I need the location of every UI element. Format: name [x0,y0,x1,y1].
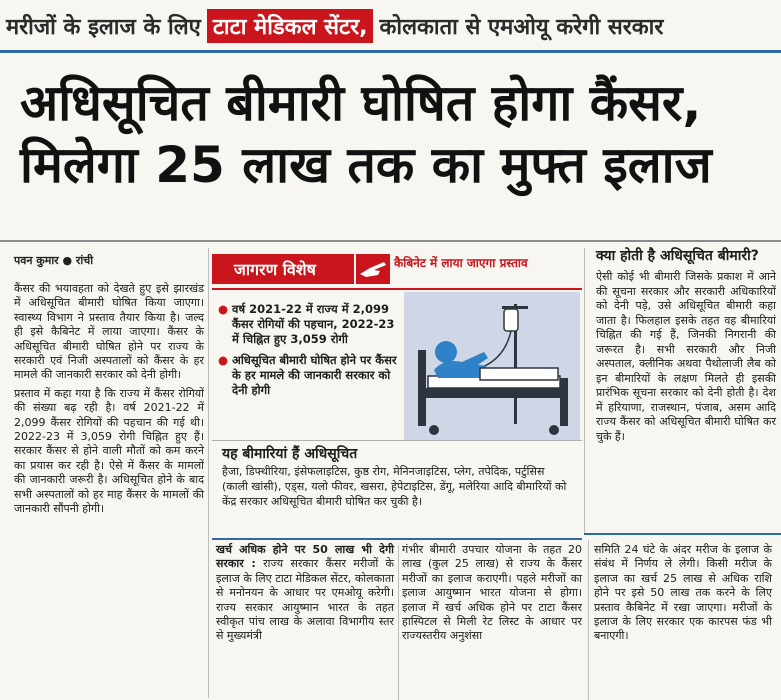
headline-line-1: अधिसूचित बीमारी घोषित होगा कैंसर, [20,74,702,132]
kicker-highlight: टाटा मेडिकल सेंटर, [207,9,374,43]
pointing-hand-icon [356,254,390,284]
bullet-item [218,353,402,398]
notified-diseases-heading: यह बीमारियां हैं अधिसूचित [222,446,358,462]
byline: पवन कुमार ● रांची [14,254,94,267]
special-badge: जागरण विशेष [212,254,354,284]
sidebar-divider [584,248,585,533]
hospital-patient-illustration [404,292,580,440]
left-paragraph-1: कैंसर की भयावहता को देखते हुए इसे झारखंड में अधिसूचित बीमारी घोषित किया जाएगा। स्वास्थ्य विभाग ने प्रस्ताव तैयार किया है। जल्द ही इसे कैबिनेट में लाया जाएगा। कैंसर के अधिसूचित बीमारी घोषित होने पर राज्य के सरकारी एवं निजी अस्पतालों को कैंसर के हर मामले की जानकारी सरकार को देनी होगी। [14,282,204,382]
headline-line-2: मिलेगा 25 लाख तक का मुफ्त इलाज [20,136,712,194]
sidebar-bottom-rule [584,533,781,535]
column-divider [208,248,209,698]
bottom-lead: खर्च अधिक होने पर 50 लाख भी देगी सरकार : [216,543,394,571]
notified-diseases-list: हैजा, डिफ्थीरिया, इंसेफलाइटिस, कुष्ठ रोग, मेनिनजाइटिस, प्लेग, तपेदिक, पर्टुसिस (काली खांसी), एड्स, यलो फीवर, खसरा, हेपेटाइटिस, डेंगू, मलेरिया आदि बीमारियों को केंद्र सरकार अधिसूचित बीमारी घोषित कर चुकी है। [222,465,567,508]
kicker-before: मरीजों के इलाज के लिए [6,15,201,40]
column-divider [588,540,589,700]
headline [20,72,770,196]
bullet-text-2: अधिसूचित बीमारी घोषित होने पर कैंसर के हर मामले की जानकारी सरकार को देनी होगी [232,353,397,397]
top-rule [0,50,781,53]
kicker-line [6,6,776,46]
headline-rule [0,240,781,242]
bullet-dot: ● [218,302,229,316]
special-tag: कैबिनेट में लाया जाएगा प्रस्ताव [394,256,528,270]
bullet-dot: ● [218,353,229,367]
highlight-bullets [218,302,402,404]
box-bottom-rule [212,538,582,540]
bottom-column-2 [216,543,394,644]
kicker-after: कोलकाता से एमओयू करेगी सरकार [379,15,664,40]
bullet-item [218,302,402,347]
bottom-column-3: गंभीर बीमारी उपचार योजना के तहत 20 लाख (कुल 25 लाख) से राज्य के कैंसर मरीजों का इलाज कराएगी। पहले मरीजों का इलाज आयुष्मान भारत योजना से होगा। इलाज में खर्च अधिक होने पर टाटा कैंसर हास्पिटल से मिली रेट लिस्ट के आधार पर राज्यस्तरीय अनुशंसा [402,543,582,643]
sidebar-heading: क्या होती है अधिसूचित बीमारी? [596,248,759,264]
sidebar-body: ऐसी कोई भी बीमारी जिसके प्रकाश में आने की सूचना सरकार और सरकारी अधिकारियों को देनी पड़े, उसे अधिसूचित बीमारी कहा जाता है। फिलहाल इसके तहत वह बीमारियां चिह्नित की गई हैं, जिनकी निगरानी की जरूरत है। सभी सरकारी और निजी अस्पताल, क्लीनिक अथवा पैथोलाजी लैब को इन बीमारियों के लक्षण मिलते ही इसकी प्रारंभिक सूचना सरकार को देनी होती है। देश में हरियाणा, राजस्थान, पंजाब, असम आदि राज्य कैंसर को अधिसूचित बीमारी घोषित कर चुके हैं। [596,270,776,443]
bottom-col2-text: राज्य सरकार कैंसर मरीजों के इलाज के लिए टाटा मेडिकल सेंटर, कोलकाता से मनोनयन के आधार पर एमओयू करेगी। राज्य सरकार आयुष्मान भारत के तहत स्वीकृत पांच लाख के अलावा विभागीय स्तर से मुख्यमंत्री [216,557,394,643]
special-underline [212,288,582,290]
left-column [14,282,204,521]
bottom-column-4: समिति 24 घंटे के अंदर मरीज के इलाज के संबंध में निर्णय ले लेगी। किसी मरीज के इलाज का खर्च 25 लाख से अधिक राशि होने पर इसे 50 लाख तक करने के लिए प्रस्ताव कैबिनेट में रखा जाएगा। मरीजों के इलाज के लिए सरकार एक कारपस फंड भी बनाएगी। [594,543,772,643]
bullet-text-1: वर्ष 2021-22 में राज्य में 2,099 कैंसर रोगियों की पहचान, 2022-23 में चिह्नित हुए 3,059 रोगी [232,302,395,346]
left-paragraph-2: प्रस्ताव में कहा गया है कि राज्य में कैंसर रोगियों की संख्या बढ़ रही है। वर्ष 2021-22 में 2,099 कैंसर रोगियों की पहचान की गई थी। 2022-23 में 3,059 रोगी चिह्नित हुए हैं। सरकार कैंसर से होने वाली मौतों को कम करने का प्रयास कर रही है। ऐसे में कैंसर के मामलों की जानकारी जरूरी है। अधिसूचित होने के बाद सभी अस्पतालों को हर माह कैंसर के मामलों की जानकारी सौंपनी होगी। [14,386,204,516]
box-divider [212,440,582,441]
column-divider [398,545,399,700]
